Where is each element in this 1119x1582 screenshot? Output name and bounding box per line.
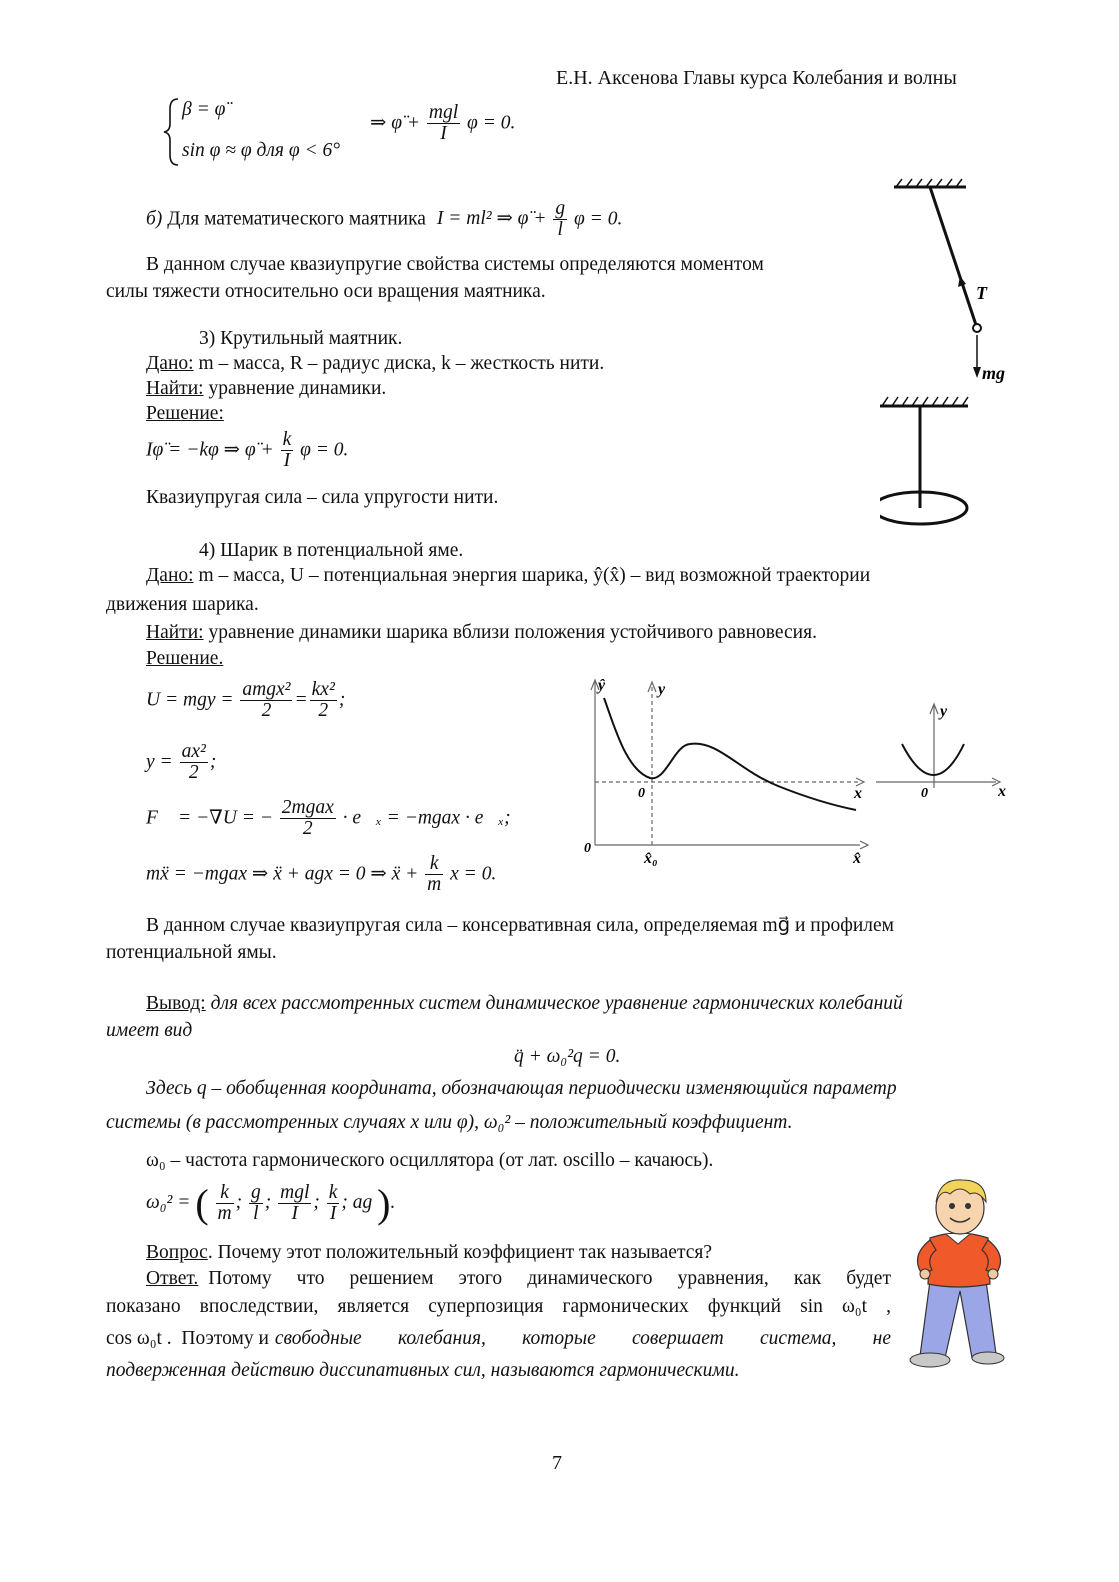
conclusion-label: Вывод:	[146, 993, 206, 1014]
y-label: y	[658, 681, 666, 698]
section3-conclusion: Квазиупругая сила – сила упругости нити.	[146, 487, 499, 508]
conclusion-line2: имеет вид	[106, 1020, 193, 1041]
section4-eq4-head: mẍ = −mgax ⇒ ẍ + agx = 0 ⇒ ẍ +	[146, 863, 419, 885]
page-number: 7	[552, 1452, 562, 1474]
section4-para-line2: потенциальной ямы.	[106, 942, 277, 963]
pendulum-ceiling-2	[880, 397, 968, 406]
answer-label: Ответ.	[146, 1268, 199, 1289]
section4-eq3-tail: · e⃗ₓ = −mgax · e⃗ₓ;	[342, 807, 511, 829]
conclusion-text: для всех рассмотренных систем динамическое уравнение гармонических колебаний	[210, 993, 903, 1014]
omega-term-num: g	[250, 1181, 261, 1203]
omega-term-den: I	[329, 1203, 337, 1224]
right-x-label: x	[998, 783, 1006, 800]
section3-solution-label: Решение:	[146, 403, 224, 424]
omega-equation: ω₀² = ( $\frac{k}{m}$ ; $\frac{g}{l}$ ; $\frac{\text{mgl}}{I}$ ; $\frac{k}{I}$ ; ag ).	[146, 1181, 396, 1226]
tension-label: T⃗	[976, 283, 1001, 303]
section3-equation	[146, 430, 348, 472]
section4-eq1-f1-den: 2	[261, 700, 272, 722]
section-b-eq-head: I = ml² ⇒ φ̈ +	[436, 208, 547, 230]
system-tail: φ = 0.	[467, 112, 516, 134]
system-line-1: β = φ̈	[182, 99, 226, 120]
section4-eq2-num: ax²	[181, 741, 206, 762]
section-b	[146, 199, 622, 241]
system-implies: ⇒ φ̈ +	[370, 112, 421, 134]
system-frac-num: mgl	[428, 102, 459, 123]
answer-line4: подверженная действию диссипативных сил, называются гармоническими.	[106, 1360, 740, 1381]
gravity-label: mg⃗	[982, 363, 1020, 383]
section4-eq4-den: m	[427, 874, 442, 896]
x0-label: x̂₀	[644, 850, 658, 867]
section3-eq-head: Iφ̈ = −kφ ⇒ φ̈ +	[146, 439, 274, 461]
system-line-2: sin φ ≈ φ для φ < 6°	[182, 140, 341, 161]
section4-para-line1: В данном случае квазиупругая сила – консервативная сила, определяемая mg⃗ и профилем	[146, 915, 894, 936]
potential-graphs	[578, 670, 1028, 875]
section4-given-line1	[146, 565, 870, 587]
right-origin: 0	[921, 786, 928, 801]
section4-eq4	[146, 854, 496, 896]
question-label: Вопрос	[146, 1242, 208, 1263]
section4-eq1-head: U = mgy =	[146, 689, 234, 711]
omega-term-num: mgl	[280, 1181, 310, 1203]
section4-eq3-num: 2mgax	[281, 797, 334, 818]
pendulum-string	[930, 187, 976, 325]
section3-find	[146, 378, 386, 400]
section4-eq1: U = mgy = $\frac{\text{amgx²}}{2}$ = $\frac{\text{kx²}}{2}$ ;	[146, 679, 346, 722]
pendulum-bob	[973, 324, 981, 332]
answer-line1	[146, 1268, 891, 1290]
conclusion-line1	[146, 993, 903, 1015]
section4-find-text: уравнение динамики шарика вблизи положения устойчивого равновесия.	[208, 622, 817, 643]
section-b-frac-den: l	[557, 219, 563, 241]
left-paren: (	[195, 1181, 209, 1226]
origin-outer: 0	[584, 841, 591, 856]
y-hat-label: ŷ	[598, 677, 606, 694]
here-line1: Здесь q – обобщенная координата, обозначающая периодически изменяющийся параметр	[146, 1078, 897, 1099]
omega-term-den: I	[291, 1203, 298, 1224]
running-header: Е.Н. Аксенова Главы курса Колебания и волны	[556, 67, 957, 89]
section4-eq1-f2-den: 2	[318, 700, 329, 722]
section4-eq2-head: y =	[146, 751, 173, 773]
pendulum-figures	[880, 175, 1030, 545]
answer-line2: показано впоследствии, является суперпозиция гармонических функций sin ω₀t ,	[106, 1296, 891, 1317]
section4-eq3-den: 2	[302, 818, 313, 840]
section4-eq1-f2-num: kx²	[311, 679, 335, 700]
omega-eq-head: ω₀² =	[146, 1191, 191, 1213]
omega-term-num: k	[328, 1181, 338, 1203]
section4-eq2: y = $\frac{\text{ax²}}{2}$ ;	[146, 741, 217, 784]
section3-frac-num: k	[282, 429, 292, 450]
parabola-curve	[902, 744, 964, 775]
omega-term-den: l	[253, 1203, 259, 1224]
section4-given-text: m – масса, U – потенциальная энергия шарика, ŷ(x̂) – вид возможной траектории	[198, 565, 871, 586]
section4-given-label: Дано:	[146, 565, 194, 586]
here-line2: системы (в рассмотренных случаях x или φ), ω₀² – положительный коэффициент.	[106, 1112, 793, 1133]
section3-eq-tail: φ = 0.	[300, 439, 349, 461]
section4-eq3	[146, 798, 511, 840]
section4-eq4-tail: x = 0.	[450, 863, 497, 885]
section4-eq2-den: 2	[188, 762, 199, 784]
question	[146, 1242, 712, 1264]
section4-given-line2: движения шарика.	[106, 594, 259, 615]
section3-find-label: Найти:	[146, 378, 204, 399]
pendulum-ceiling-1	[894, 179, 966, 187]
system-frac-den: I	[440, 123, 447, 145]
omega-end: .	[390, 1191, 396, 1213]
harmonic-equation: q̈ + ω₀²q = 0.	[514, 1046, 621, 1067]
para-quasi-1-line2: силы тяжести относительно оси вращения маятника.	[106, 281, 546, 302]
brace-icon	[162, 97, 184, 167]
section4-eq1-f1-num: amgx²	[242, 679, 291, 700]
section4-eq4-num: k	[425, 854, 443, 875]
section-b-frac-num: g	[555, 198, 566, 219]
section3-find-text: уравнение динамики.	[208, 378, 387, 399]
section4-title: 4) Шарик в потенциальной яме.	[199, 540, 464, 561]
omega-term-den: m	[217, 1203, 232, 1224]
torsion-disk	[880, 492, 967, 524]
para-quasi-1-line1: В данном случае квазиупругие свойства системы определяются моментом	[146, 254, 764, 275]
section3-title: 3) Крутильный маятник.	[199, 328, 403, 349]
system-result	[370, 103, 515, 145]
origin-inner: 0	[638, 786, 645, 801]
answer-text-1: Потому что решением этого динамического уравнения, как будет	[208, 1268, 891, 1289]
section3-given	[146, 353, 604, 375]
section3-frac-den: I	[283, 450, 291, 472]
omega-line: ω₀ – частота гармонического осциллятора (от лат. oscillo – качаюсь).	[146, 1150, 714, 1171]
omega-term-num: k	[216, 1183, 234, 1204]
section4-find	[146, 622, 817, 644]
section-b-prefix: б)	[146, 208, 163, 230]
question-text: . Почему этот положительный коэффициент так называется?	[207, 1242, 712, 1263]
right-graph	[876, 703, 1006, 801]
right-y-label: y	[940, 703, 948, 720]
x-label: x	[854, 785, 862, 802]
omega-last: ag	[352, 1191, 373, 1213]
section3-given-text: m – масса, R – радиус диска, k – жесткость нити.	[198, 353, 605, 374]
answer-line3-plain: cos ω₀t . Поэтому и	[106, 1328, 269, 1349]
cartoon-boy-illustration	[900, 1176, 1020, 1371]
answer-line3-ital: свободные колебания, которые совершает система, не	[274, 1328, 891, 1349]
left-graph	[584, 677, 868, 867]
right-paren: )	[377, 1181, 391, 1226]
gravity-arrow	[973, 335, 981, 378]
answer-line3	[106, 1328, 891, 1350]
section3-given-label: Дано:	[146, 353, 194, 374]
section-b-text: Для математического маятника	[167, 208, 426, 230]
section4-eq3-head: F⃗ = −∇U = −	[146, 807, 273, 829]
x-hat-label: x̂	[853, 850, 861, 867]
section4-solution-label: Решение.	[146, 648, 224, 669]
section-b-eq-tail: φ = 0.	[574, 208, 623, 230]
section4-find-label: Найти:	[146, 622, 204, 643]
